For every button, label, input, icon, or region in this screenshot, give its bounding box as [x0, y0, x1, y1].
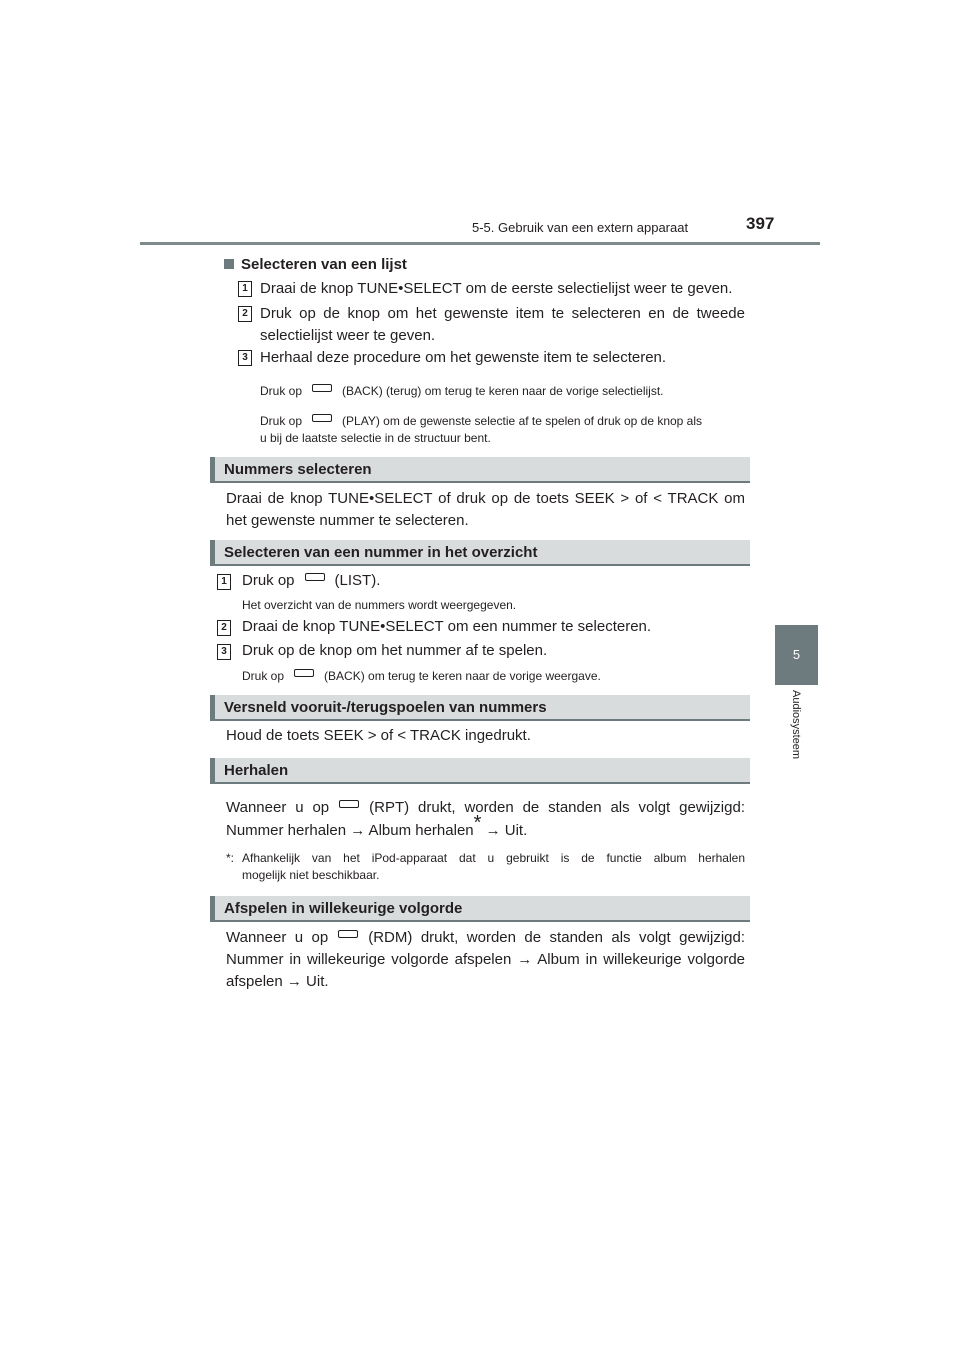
paragraph-cont: Nummer herhalen → Album herhalen* → Uit. — [226, 812, 528, 839]
button-icon — [312, 414, 332, 422]
section-heading: Herhalen — [210, 758, 750, 784]
paragraph: Wanneer u op (RPT) drukt, worden de standen als volgt gewijzigd: — [226, 799, 745, 816]
square-bullet-icon — [224, 259, 234, 269]
paragraph: Draai de knop TUNE•SELECT of druk op de toets SEEK > of < TRACK om — [226, 490, 745, 507]
step-number: 1 — [238, 281, 252, 297]
button-icon — [294, 669, 314, 677]
note: Druk op (BACK) (terug) om terug te keren naar de vorige selectielijst. — [260, 384, 664, 398]
step-text: Druk op (LIST). — [242, 572, 381, 589]
note-cont: u bij de laatste selectie in de structuur bent. — [260, 431, 491, 445]
step-number: 3 — [217, 644, 231, 660]
step-number: 3 — [238, 350, 252, 366]
button-icon — [339, 800, 359, 808]
paragraph-cont: afspelen → Uit. — [226, 973, 329, 990]
paragraph-cont: het gewenste nummer te selecteren. — [226, 512, 469, 529]
paragraph: Wanneer u op (RDM) drukt, worden de standen als volgt gewijzigd: — [226, 929, 746, 946]
step-text: Druk op de knop om het gewenste item te selecteren en de tweede — [260, 305, 745, 322]
section-heading: Versneld vooruit-/terugspoelen van nummers — [210, 695, 750, 721]
step-text: Herhaal deze procedure om het gewenste item te selecteren. — [260, 349, 667, 366]
step-number: 2 — [217, 620, 231, 636]
note: Druk op (PLAY) om de gewenste selectie af te spelen of druk op de knop als — [260, 414, 703, 428]
button-icon — [305, 573, 325, 581]
page-number: 397 — [746, 214, 775, 233]
step-text-cont: selectielijst weer te geven. — [260, 327, 436, 344]
chapter-label: Audiosysteem — [790, 690, 802, 760]
list-section-title: Selecteren van een lijst — [224, 254, 407, 276]
step-text: Druk op de knop om het nummer af te spelen. — [242, 642, 548, 659]
section-heading: Afspelen in willekeurige volgorde — [210, 896, 750, 922]
step-text: Draai de knop TUNE•SELECT om de eerste selectielijst weer te geven. — [260, 280, 733, 297]
step-text: Draai de knop TUNE•SELECT om een nummer te selecteren. — [242, 618, 652, 635]
step-number: 2 — [238, 306, 252, 322]
step-number: 1 — [217, 574, 231, 590]
footnote-marker: *: — [226, 851, 235, 865]
note: Druk op (BACK) om terug te keren naar de vorige weergave. — [242, 669, 601, 683]
section-header: 5-5. Gebruik van een extern apparaat — [472, 220, 689, 235]
note: Het overzicht van de nummers wordt weergegeven. — [242, 598, 517, 612]
button-icon — [338, 930, 358, 938]
section-heading: Selecteren van een nummer in het overzicht — [210, 540, 750, 566]
paragraph: Houd de toets SEEK > of < TRACK ingedrukt. — [226, 727, 531, 744]
header-rule — [140, 242, 820, 245]
button-icon — [312, 384, 332, 392]
chapter-tab: 5 — [775, 625, 818, 685]
footnote-cont: mogelijk niet beschikbaar. — [242, 868, 380, 882]
footnote: Afhankelijk van het iPod-apparaat dat u gebruikt is de functie album herhalen — [242, 851, 745, 865]
paragraph-cont: Nummer in willekeurige volgorde afspelen → Album in willekeurige volgorde — [226, 951, 745, 968]
section-heading: Nummers selecteren — [210, 457, 750, 483]
